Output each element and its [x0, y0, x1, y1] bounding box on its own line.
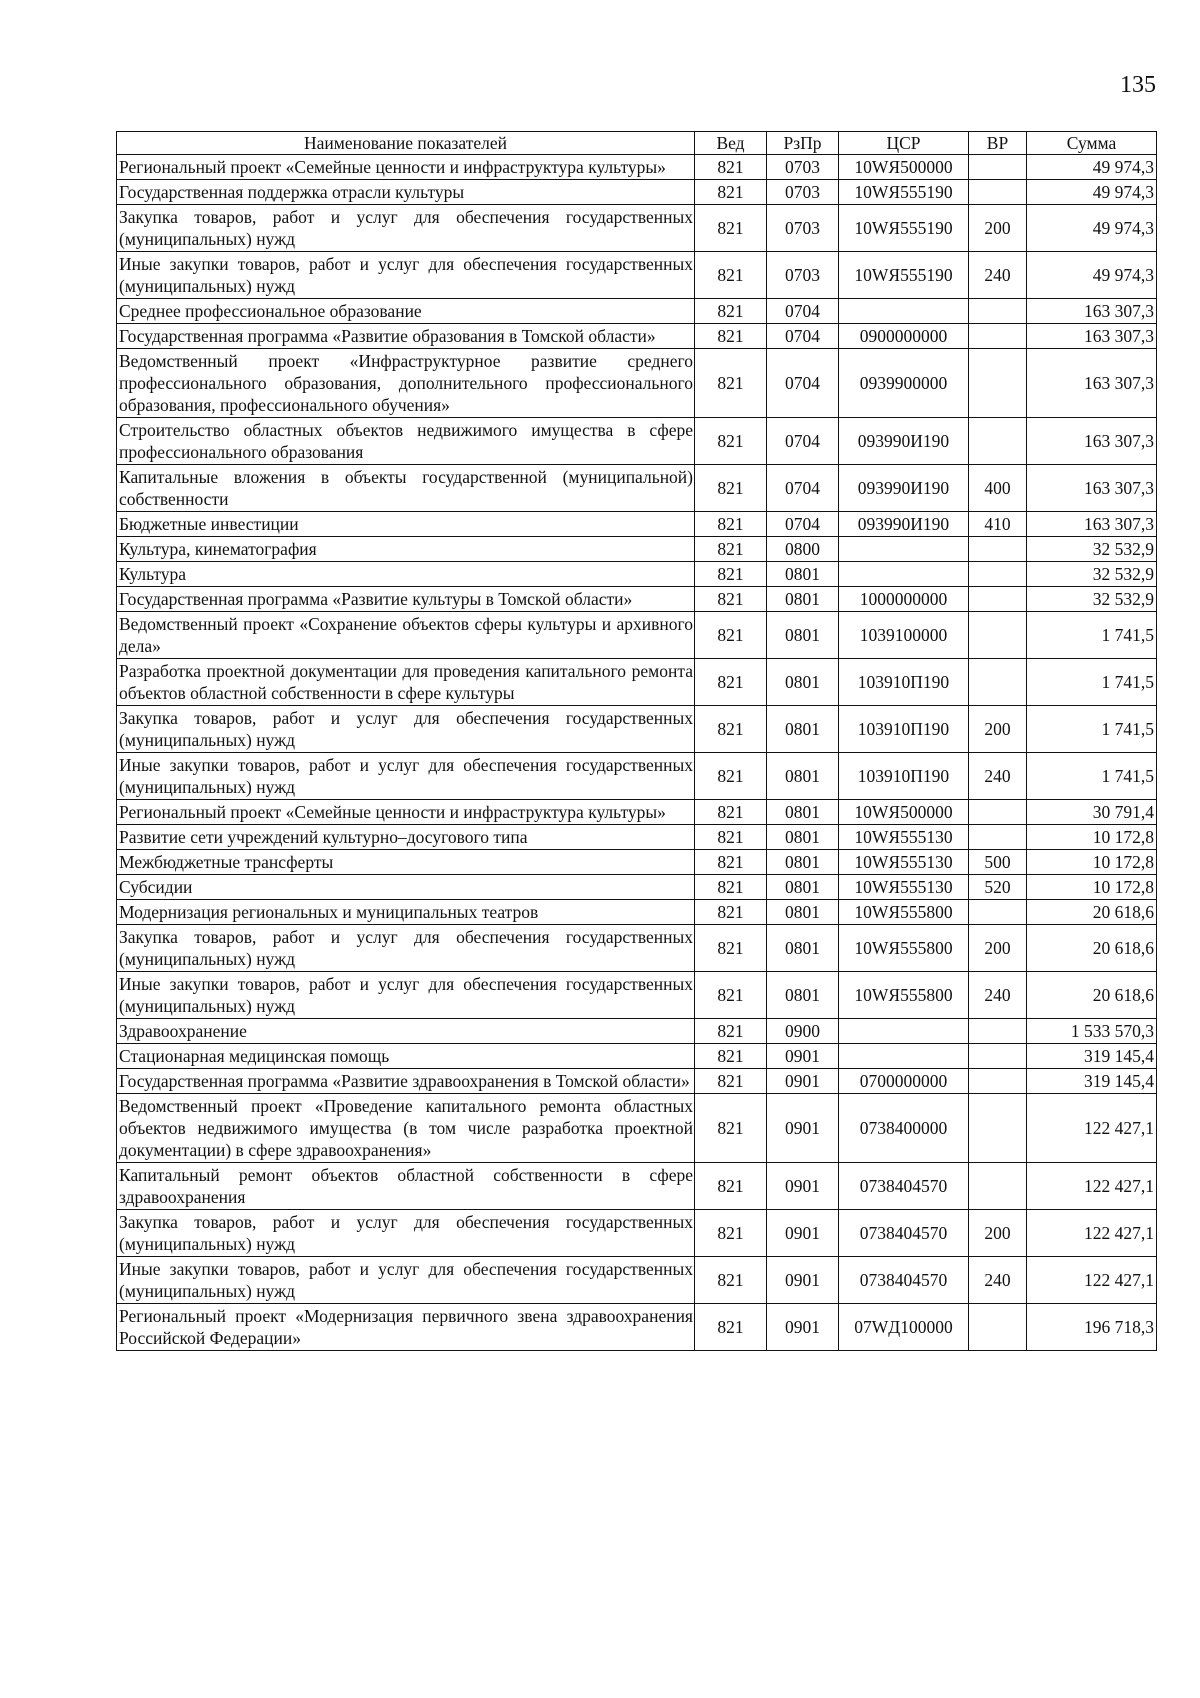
cell-csr: 1039100000: [839, 612, 969, 659]
table-header-row: [117, 132, 1157, 155]
cell-vr: [969, 1019, 1027, 1044]
cell-csr: 10WЯ555190: [839, 180, 969, 205]
cell-name: Иные закупки товаров, работ и услуг для обеспечения государственных (муниципальных) нужд: [117, 1257, 695, 1304]
cell-name: Иные закупки товаров, работ и услуг для обеспечения государственных (муниципальных) нужд: [117, 252, 695, 299]
cell-rzpr: 0901: [767, 1094, 839, 1163]
cell-sum: 1 533 570,3: [1027, 1019, 1157, 1044]
cell-name: Субсидии: [117, 875, 695, 900]
cell-name: Закупка товаров, работ и услуг для обеспечения государственных (муниципальных) нужд: [117, 706, 695, 753]
cell-vr: 200: [969, 706, 1027, 753]
cell-sum: 49 974,3: [1027, 205, 1157, 252]
cell-vr: [969, 900, 1027, 925]
cell-vr: [969, 324, 1027, 349]
cell-csr: 093990И190: [839, 512, 969, 537]
table-row: [117, 205, 1157, 252]
cell-name: Региональный проект «Семейные ценности и инфраструктура культуры»: [117, 155, 695, 180]
table-body: [117, 155, 1157, 1351]
cell-vr: [969, 587, 1027, 612]
cell-rzpr: 0901: [767, 1210, 839, 1257]
cell-csr: 07WД100000: [839, 1304, 969, 1351]
cell-csr: [839, 537, 969, 562]
table-row: [117, 562, 1157, 587]
cell-name: Среднее профессиональное образование: [117, 299, 695, 324]
cell-rzpr: 0704: [767, 299, 839, 324]
cell-vr: [969, 659, 1027, 706]
cell-csr: 10WЯ555800: [839, 925, 969, 972]
cell-ved: 821: [695, 1163, 767, 1210]
cell-vr: [969, 825, 1027, 850]
cell-csr: [839, 562, 969, 587]
cell-ved: 821: [695, 349, 767, 418]
cell-csr: 093990И190: [839, 465, 969, 512]
cell-ved: 821: [695, 900, 767, 925]
cell-rzpr: 0801: [767, 825, 839, 850]
cell-ved: 821: [695, 205, 767, 252]
table-row: [117, 418, 1157, 465]
cell-csr: [839, 299, 969, 324]
cell-csr: 10WЯ555800: [839, 900, 969, 925]
cell-rzpr: 0901: [767, 1163, 839, 1210]
cell-vr: [969, 299, 1027, 324]
cell-sum: 163 307,3: [1027, 418, 1157, 465]
cell-ved: 821: [695, 753, 767, 800]
cell-csr: [839, 1019, 969, 1044]
cell-rzpr: 0801: [767, 925, 839, 972]
cell-rzpr: 0801: [767, 659, 839, 706]
cell-csr: 10WЯ555130: [839, 825, 969, 850]
cell-ved: 821: [695, 1257, 767, 1304]
cell-csr: 103910П190: [839, 659, 969, 706]
table-row: [117, 925, 1157, 972]
cell-ved: 821: [695, 800, 767, 825]
cell-ved: 821: [695, 252, 767, 299]
cell-rzpr: 0703: [767, 252, 839, 299]
cell-name: Здравоохранение: [117, 1019, 695, 1044]
cell-ved: 821: [695, 972, 767, 1019]
cell-sum: 32 532,9: [1027, 587, 1157, 612]
cell-vr: [969, 1069, 1027, 1094]
cell-name: Стационарная медицинская помощь: [117, 1044, 695, 1069]
cell-vr: [969, 1304, 1027, 1351]
cell-vr: [969, 1044, 1027, 1069]
cell-vr: [969, 562, 1027, 587]
table-row: [117, 1210, 1157, 1257]
cell-vr: 410: [969, 512, 1027, 537]
cell-sum: 163 307,3: [1027, 465, 1157, 512]
cell-sum: 49 974,3: [1027, 180, 1157, 205]
cell-vr: [969, 1094, 1027, 1163]
cell-rzpr: 0801: [767, 706, 839, 753]
cell-vr: 200: [969, 205, 1027, 252]
cell-name: Культура: [117, 562, 695, 587]
cell-name: Капитальные вложения в объекты государственной (муниципальной) собственности: [117, 465, 695, 512]
cell-ved: 821: [695, 1094, 767, 1163]
cell-rzpr: 0901: [767, 1304, 839, 1351]
table-row: [117, 900, 1157, 925]
cell-ved: 821: [695, 562, 767, 587]
cell-name: Межбюджетные трансферты: [117, 850, 695, 875]
cell-name: Региональный проект «Модернизация первичного звена здравоохранения Российской Федерации»: [117, 1304, 695, 1351]
cell-rzpr: 0801: [767, 612, 839, 659]
cell-rzpr: 0703: [767, 180, 839, 205]
cell-name: Разработка проектной документации для проведения капитального ремонта объектов областной собственности в сфере культуры: [117, 659, 695, 706]
cell-vr: [969, 1163, 1027, 1210]
cell-sum: 163 307,3: [1027, 349, 1157, 418]
cell-rzpr: 0801: [767, 753, 839, 800]
cell-name: Строительство областных объектов недвижимого имущества в сфере профессионального образования: [117, 418, 695, 465]
cell-csr: 0738404570: [839, 1210, 969, 1257]
cell-csr: 103910П190: [839, 753, 969, 800]
cell-ved: 821: [695, 324, 767, 349]
table-row: [117, 252, 1157, 299]
cell-name: Закупка товаров, работ и услуг для обеспечения государственных (муниципальных) нужд: [117, 205, 695, 252]
table-row: [117, 512, 1157, 537]
cell-rzpr: 0704: [767, 465, 839, 512]
cell-sum: 1 741,5: [1027, 753, 1157, 800]
cell-sum: 1 741,5: [1027, 612, 1157, 659]
cell-ved: 821: [695, 925, 767, 972]
cell-rzpr: 0704: [767, 418, 839, 465]
cell-ved: 821: [695, 1069, 767, 1094]
cell-rzpr: 0704: [767, 512, 839, 537]
table-row: [117, 972, 1157, 1019]
cell-rzpr: 0901: [767, 1069, 839, 1094]
cell-rzpr: 0800: [767, 537, 839, 562]
table-row: [117, 180, 1157, 205]
cell-name: Иные закупки товаров, работ и услуг для обеспечения государственных (муниципальных) нужд: [117, 972, 695, 1019]
cell-vr: 240: [969, 252, 1027, 299]
cell-sum: 20 618,6: [1027, 925, 1157, 972]
header-name: Наименование показателей: [117, 132, 695, 155]
cell-csr: 10WЯ555130: [839, 850, 969, 875]
cell-rzpr: 0801: [767, 587, 839, 612]
cell-name: Государственная программа «Развитие образования в Томской области»: [117, 324, 695, 349]
cell-vr: [969, 180, 1027, 205]
cell-rzpr: 0801: [767, 900, 839, 925]
cell-sum: 32 532,9: [1027, 562, 1157, 587]
cell-vr: [969, 537, 1027, 562]
cell-ved: 821: [695, 875, 767, 900]
cell-csr: 10WЯ555130: [839, 875, 969, 900]
table-row: [117, 587, 1157, 612]
table-row: [117, 753, 1157, 800]
cell-name: Культура, кинематография: [117, 537, 695, 562]
cell-csr: 0700000000: [839, 1069, 969, 1094]
cell-sum: 163 307,3: [1027, 324, 1157, 349]
cell-vr: [969, 155, 1027, 180]
cell-rzpr: 0801: [767, 800, 839, 825]
cell-csr: 0900000000: [839, 324, 969, 349]
cell-rzpr: 0801: [767, 562, 839, 587]
cell-sum: 122 427,1: [1027, 1210, 1157, 1257]
cell-vr: [969, 349, 1027, 418]
cell-vr: 240: [969, 1257, 1027, 1304]
cell-name: Капитальный ремонт объектов областной собственности в сфере здравоохранения: [117, 1163, 695, 1210]
cell-csr: 0939900000: [839, 349, 969, 418]
table-row: [117, 1094, 1157, 1163]
table-row: [117, 875, 1157, 900]
cell-ved: 821: [695, 512, 767, 537]
cell-sum: 163 307,3: [1027, 512, 1157, 537]
cell-ved: 821: [695, 850, 767, 875]
cell-sum: 20 618,6: [1027, 972, 1157, 1019]
cell-vr: 500: [969, 850, 1027, 875]
cell-ved: 821: [695, 418, 767, 465]
cell-rzpr: 0801: [767, 850, 839, 875]
cell-ved: 821: [695, 465, 767, 512]
cell-sum: 196 718,3: [1027, 1304, 1157, 1351]
cell-ved: 821: [695, 537, 767, 562]
table-row: [117, 659, 1157, 706]
table-row: [117, 1163, 1157, 1210]
cell-vr: 200: [969, 1210, 1027, 1257]
cell-name: Закупка товаров, работ и услуг для обеспечения государственных (муниципальных) нужд: [117, 925, 695, 972]
cell-csr: 103910П190: [839, 706, 969, 753]
cell-sum: 163 307,3: [1027, 299, 1157, 324]
header-ved: Вед: [695, 132, 767, 155]
cell-vr: [969, 800, 1027, 825]
table-row: [117, 1019, 1157, 1044]
cell-name: Ведомственный проект «Сохранение объектов сферы культуры и архивного дела»: [117, 612, 695, 659]
cell-sum: 10 172,8: [1027, 850, 1157, 875]
table-row: [117, 1044, 1157, 1069]
table-row: [117, 850, 1157, 875]
cell-name: Иные закупки товаров, работ и услуг для обеспечения государственных (муниципальных) нужд: [117, 753, 695, 800]
cell-sum: 1 741,5: [1027, 706, 1157, 753]
cell-csr: 10WЯ555800: [839, 972, 969, 1019]
cell-rzpr: 0901: [767, 1257, 839, 1304]
table-row: [117, 1257, 1157, 1304]
cell-name: Государственная программа «Развитие культуры в Томской области»: [117, 587, 695, 612]
cell-csr: 0738404570: [839, 1257, 969, 1304]
cell-ved: 821: [695, 706, 767, 753]
cell-name: Бюджетные инвестиции: [117, 512, 695, 537]
cell-rzpr: 0703: [767, 205, 839, 252]
cell-sum: 319 145,4: [1027, 1044, 1157, 1069]
cell-csr: [839, 1044, 969, 1069]
cell-ved: 821: [695, 1019, 767, 1044]
table-row: [117, 299, 1157, 324]
cell-name: Региональный проект «Семейные ценности и инфраструктура культуры»: [117, 800, 695, 825]
cell-vr: 240: [969, 972, 1027, 1019]
table-row: [117, 537, 1157, 562]
cell-sum: 30 791,4: [1027, 800, 1157, 825]
table-row: [117, 706, 1157, 753]
cell-csr: 1000000000: [839, 587, 969, 612]
cell-vr: [969, 612, 1027, 659]
table-row: [117, 349, 1157, 418]
cell-rzpr: 0900: [767, 1019, 839, 1044]
cell-ved: 821: [695, 1210, 767, 1257]
cell-vr: 400: [969, 465, 1027, 512]
header-sum: Сумма: [1027, 132, 1157, 155]
table-row: [117, 825, 1157, 850]
cell-csr: 0738404570: [839, 1163, 969, 1210]
cell-csr: 10WЯ500000: [839, 155, 969, 180]
cell-sum: 122 427,1: [1027, 1094, 1157, 1163]
cell-sum: 20 618,6: [1027, 900, 1157, 925]
cell-sum: 32 532,9: [1027, 537, 1157, 562]
table-row: [117, 155, 1157, 180]
cell-csr: 10WЯ555190: [839, 252, 969, 299]
cell-ved: 821: [695, 612, 767, 659]
table-row: [117, 1304, 1157, 1351]
cell-csr: 093990И190: [839, 418, 969, 465]
cell-name: Государственная программа «Развитие здравоохранения в Томской области»: [117, 1069, 695, 1094]
cell-sum: 49 974,3: [1027, 252, 1157, 299]
cell-csr: 10WЯ500000: [839, 800, 969, 825]
cell-ved: 821: [695, 587, 767, 612]
cell-sum: 49 974,3: [1027, 155, 1157, 180]
cell-ved: 821: [695, 825, 767, 850]
header-csr: ЦСР: [839, 132, 969, 155]
cell-ved: 821: [695, 155, 767, 180]
cell-vr: 520: [969, 875, 1027, 900]
table-row: [117, 612, 1157, 659]
cell-ved: 821: [695, 299, 767, 324]
cell-ved: 821: [695, 1044, 767, 1069]
cell-rzpr: 0901: [767, 1044, 839, 1069]
header-rzpr: РзПр: [767, 132, 839, 155]
cell-rzpr: 0801: [767, 875, 839, 900]
cell-sum: 1 741,5: [1027, 659, 1157, 706]
cell-name: Ведомственный проект «Проведение капитального ремонта областных объектов недвижимого имущества (в том числе разработка проектной документации) в сфере здравоохранения»: [117, 1094, 695, 1163]
cell-sum: 10 172,8: [1027, 875, 1157, 900]
cell-rzpr: 0704: [767, 349, 839, 418]
table-row: [117, 800, 1157, 825]
cell-csr: 10WЯ555190: [839, 205, 969, 252]
cell-sum: 122 427,1: [1027, 1257, 1157, 1304]
cell-name: Государственная поддержка отрасли культуры: [117, 180, 695, 205]
cell-vr: [969, 418, 1027, 465]
cell-ved: 821: [695, 1304, 767, 1351]
budget-table: [116, 131, 1157, 1351]
header-vr: ВР: [969, 132, 1027, 155]
cell-rzpr: 0704: [767, 324, 839, 349]
cell-rzpr: 0703: [767, 155, 839, 180]
cell-name: Закупка товаров, работ и услуг для обеспечения государственных (муниципальных) нужд: [117, 1210, 695, 1257]
cell-sum: 10 172,8: [1027, 825, 1157, 850]
cell-name: Ведомственный проект «Инфраструктурное развитие среднего профессионального образования, дополнительного профессионального образования, профессионального обучения»: [117, 349, 695, 418]
cell-name: Модернизация региональных и муниципальных театров: [117, 900, 695, 925]
cell-sum: 319 145,4: [1027, 1069, 1157, 1094]
table-row: [117, 1069, 1157, 1094]
table-row: [117, 324, 1157, 349]
cell-csr: 0738400000: [839, 1094, 969, 1163]
cell-rzpr: 0801: [767, 972, 839, 1019]
page-number: 135: [1120, 72, 1156, 98]
cell-vr: 240: [969, 753, 1027, 800]
table-row: [117, 465, 1157, 512]
cell-ved: 821: [695, 180, 767, 205]
cell-sum: 122 427,1: [1027, 1163, 1157, 1210]
cell-vr: 200: [969, 925, 1027, 972]
cell-ved: 821: [695, 659, 767, 706]
cell-name: Развитие сети учреждений культурно–досугового типа: [117, 825, 695, 850]
